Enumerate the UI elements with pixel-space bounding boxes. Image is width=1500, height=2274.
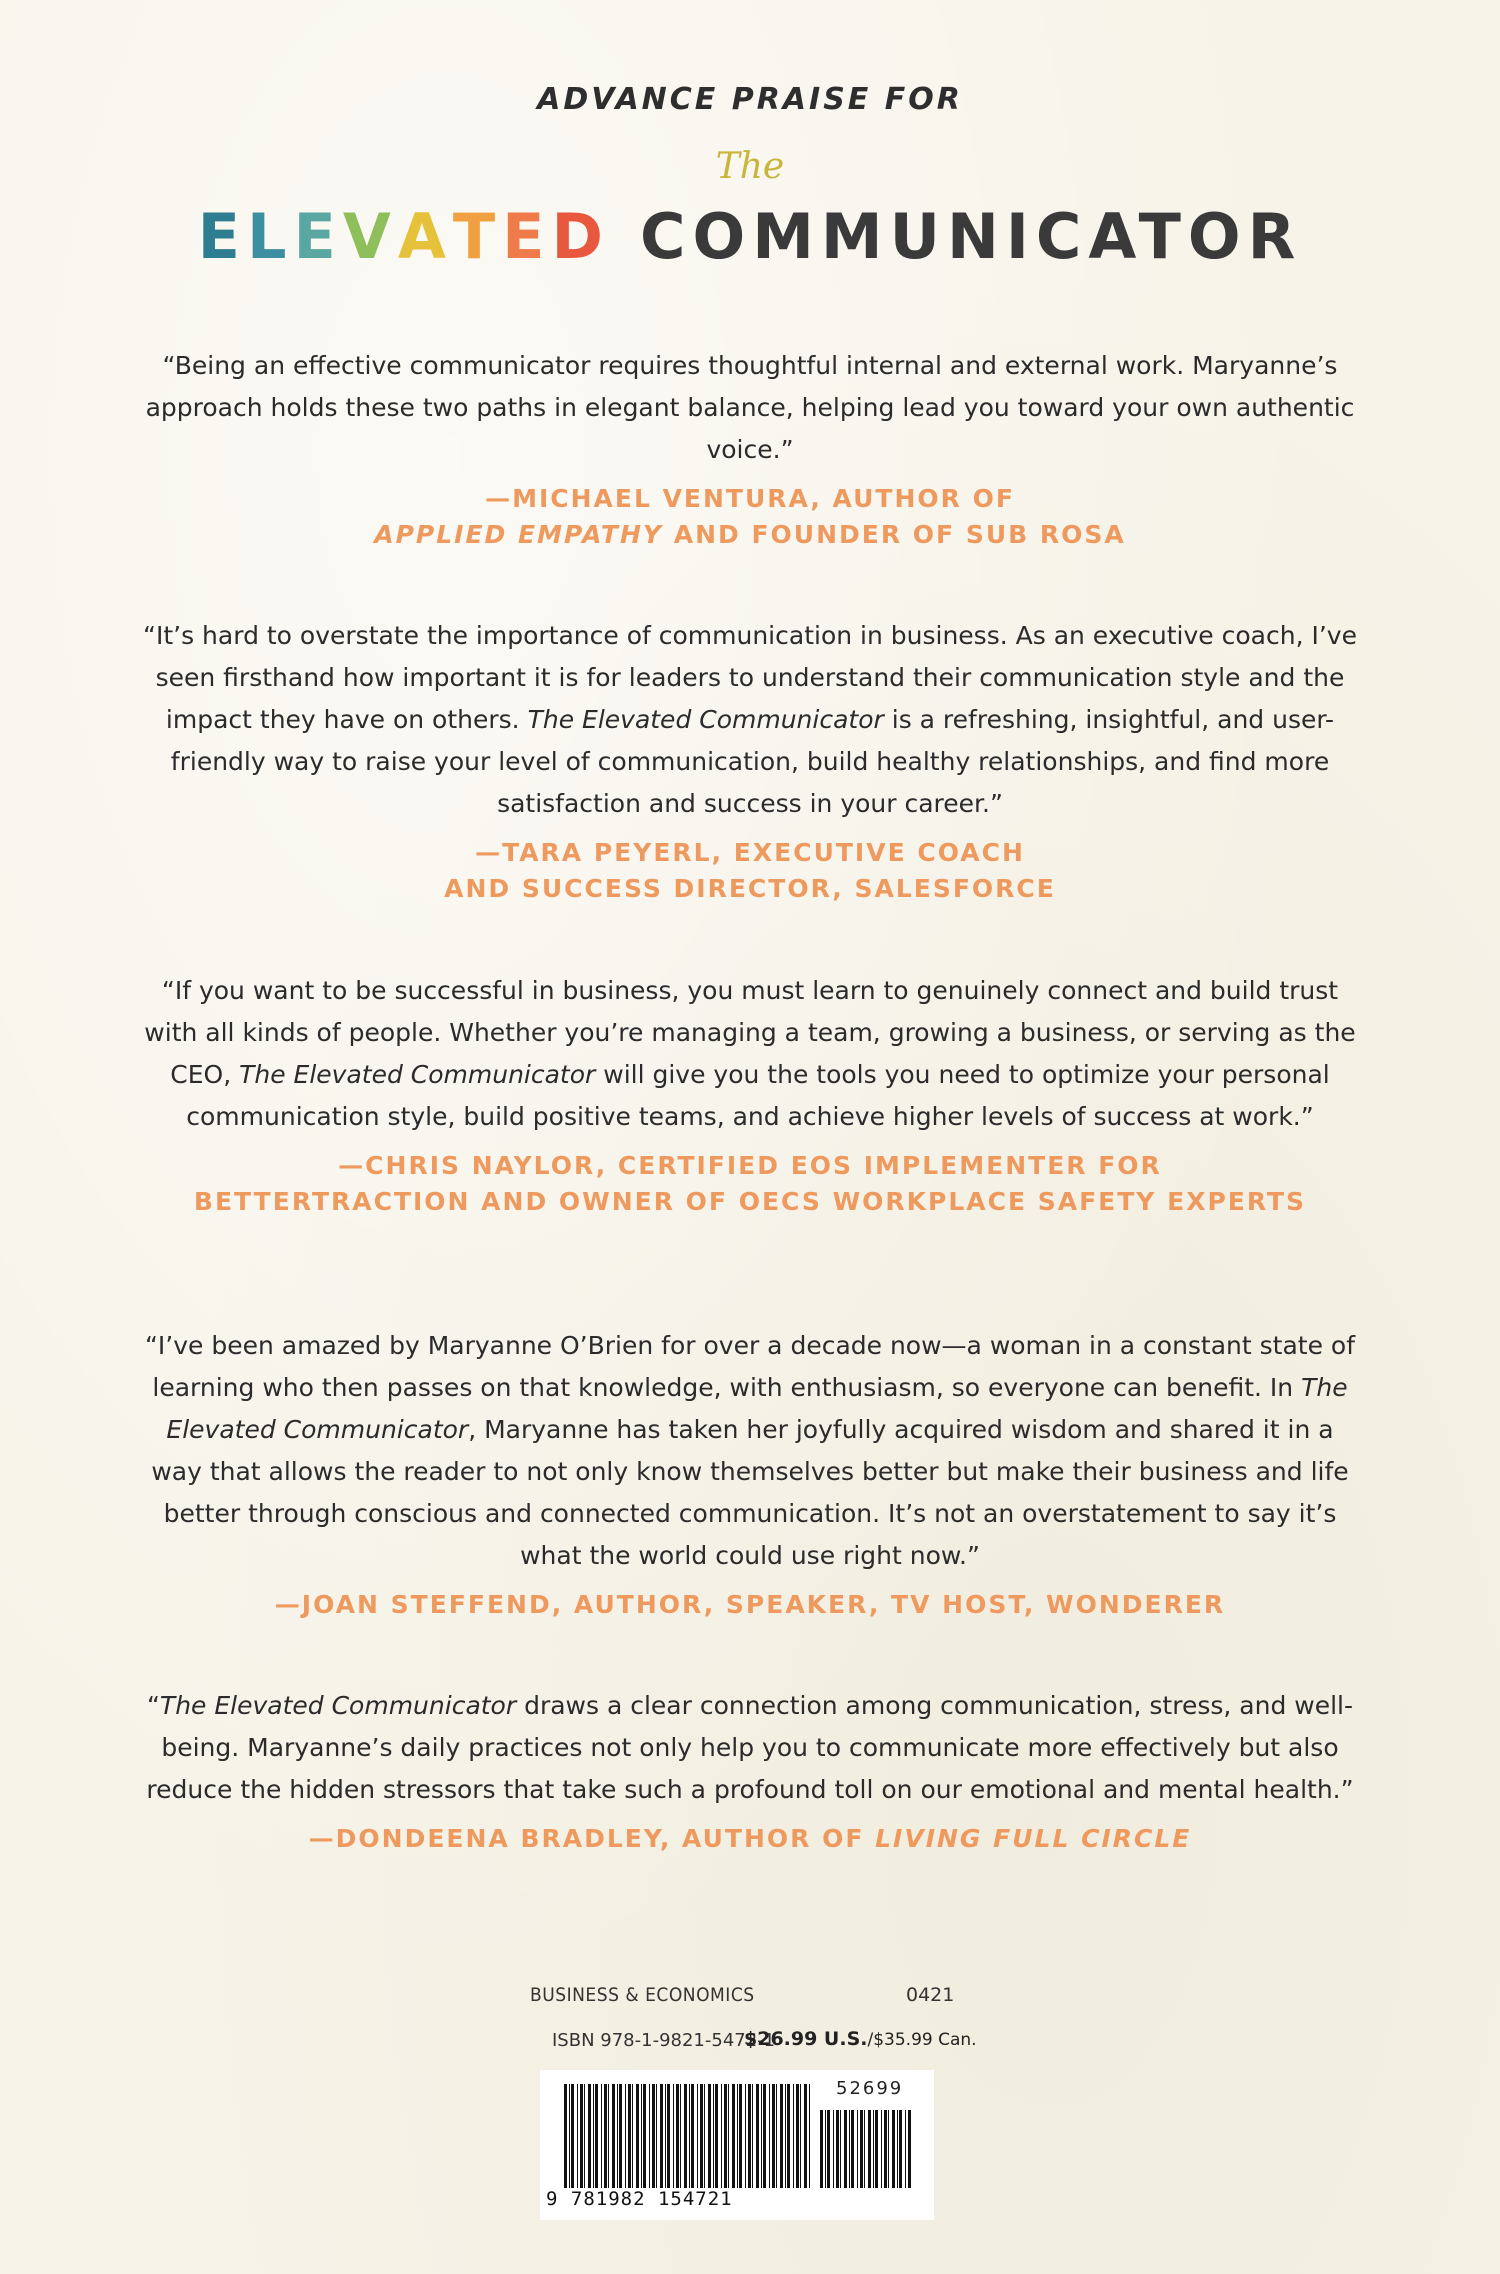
- barcode-bar: [748, 2084, 751, 2188]
- barcode-bar: [732, 2084, 735, 2188]
- barcode-bar: [752, 2084, 753, 2188]
- barcode-bar: [881, 2110, 882, 2188]
- title-letter: L: [247, 200, 294, 273]
- barcode-bar: [595, 2084, 598, 2188]
- barcode-bar: [571, 2084, 574, 2188]
- attribution-book-title: APPLIED EMPATHY: [374, 520, 664, 549]
- attribution-line: AND FOUNDER OF SUB ROSA: [663, 520, 1126, 549]
- blurb-bradley: [140, 1685, 1360, 1857]
- barcode-bar: [577, 2084, 578, 2188]
- ean-barcode-bars: [564, 2084, 814, 2188]
- barcode-bar: [700, 2084, 703, 2188]
- barcode-bar: [761, 2084, 762, 2188]
- barcode-bar: [584, 2084, 585, 2188]
- attribution-line: —DONDEENA BRADLEY, AUTHOR OF: [308, 1824, 876, 1853]
- barcode-bar: [785, 2084, 786, 2188]
- barcode-bar: [737, 2084, 738, 2188]
- barcode-bar: [820, 2110, 823, 2188]
- barcode-bar: [796, 2084, 799, 2188]
- barcode-bar: [825, 2110, 826, 2188]
- barcode-bar: [564, 2084, 567, 2188]
- price-us: $26.99 U.S.: [744, 2028, 868, 2050]
- barcode-bar: [888, 2110, 889, 2188]
- blurb-quote: “If you want to be successful in business, you must learn to genuinely connect and build trust with all kinds of people. Whether you’re managing a team, growing a business, or serving as the CEO, The Elevated Communicator will give you the tools you need to optimize your personal communication style, build positive teams, and achieve higher levels of success at work.”: [144, 976, 1356, 1131]
- barcode-bar: [713, 2084, 714, 2188]
- barcode-bar: [728, 2084, 729, 2188]
- barcode-bar: [636, 2084, 639, 2188]
- blurb-quote: “It’s hard to overstate the importance of communication in business. As an executive coach, I’ve seen firsthand how important it is for leaders to understand their communication style and the impact they have on others. The Elevated Communicator is a refreshing, insightful, and user-friendly way to raise your level of communication, build healthy relationships, and find more satisfaction and success in your career.”: [143, 621, 1357, 818]
- attribution-line: —JOAN STEFFEND, AUTHOR, SPEAKER, TV HOST, WONDERER: [274, 1590, 1226, 1619]
- barcode-bar: [745, 2084, 746, 2188]
- barcode-bar: [689, 2084, 690, 2188]
- book-title: [0, 200, 1500, 273]
- title-letter: E: [502, 200, 552, 273]
- barcode-bar: [625, 2084, 626, 2188]
- barcode-bar: [908, 2110, 911, 2188]
- barcode-bar: [649, 2084, 650, 2188]
- attribution-line: —MICHAEL VENTURA, AUTHOR OF: [485, 484, 1015, 513]
- title-letter: E: [197, 200, 248, 273]
- barcode-bar: [704, 2084, 705, 2188]
- title-word-elevated: [198, 200, 610, 273]
- blurb-ventura: [140, 345, 1360, 553]
- barcode-bar: [833, 2110, 834, 2188]
- barcode-bar: [868, 2110, 871, 2188]
- barcode-bar: [604, 2084, 607, 2188]
- barcode-bar: [656, 2084, 657, 2188]
- barcode-bar: [691, 2084, 694, 2188]
- barcode-bar: [667, 2084, 670, 2188]
- barcode-bar: [864, 2110, 865, 2188]
- barcode-bar: [849, 2110, 850, 2188]
- attribution-line: AND SUCCESS DIRECTOR, SALESFORCE: [444, 874, 1056, 903]
- barcode-bar: [884, 2110, 887, 2188]
- barcode-bar: [905, 2110, 906, 2188]
- barcode-bar: [619, 2084, 622, 2188]
- barcode-bar: [588, 2084, 591, 2188]
- barcode-bar: [708, 2084, 711, 2188]
- barcode-bar: [776, 2084, 777, 2188]
- isbn-label: ISBN 978-1-9821-5472-1: [552, 2030, 776, 2051]
- title-letter: D: [551, 200, 610, 273]
- barcode-bar: [763, 2084, 766, 2188]
- barcode-bar: [787, 2084, 790, 2188]
- blurb-attribution: [140, 1821, 1360, 1857]
- blurb-quote: “Being an effective communicator requires thoughtful internal and external work. Maryanne’s approach holds these two paths in elegant balance, helping lead you toward your own authentic voice.”: [145, 351, 1355, 464]
- barcode-bar: [793, 2084, 794, 2188]
- barcode-bar: [665, 2084, 666, 2188]
- blurb-steffend: [140, 1325, 1360, 1623]
- barcode-bar: [721, 2084, 722, 2188]
- barcode-bar: [612, 2084, 615, 2188]
- title-letter: V: [342, 200, 398, 273]
- barcode-bar: [892, 2110, 895, 2188]
- price-label: [744, 2028, 977, 2050]
- barcode-bar: [840, 2110, 841, 2188]
- attribution-line: —CHRIS NAYLOR, CERTIFIED EOS IMPLEMENTER FOR: [338, 1151, 1162, 1180]
- barcode-bar: [769, 2084, 770, 2188]
- blurb-quote: “I’ve been amazed by Maryanne O’Brien for over a decade now—a woman in a constant state of learning who then passes on that knowledge, with enthusiasm, so everyone can benefit. In The Elevated Communicator, Maryanne has taken her joyfully acquired wisdom and shared it in a way that allows the reader to not only know themselves better but make their business and life better through conscious and connected communication. It’s not an overstatement to say it’s what the world could use right now.”: [144, 1331, 1356, 1570]
- barcode-bar: [617, 2084, 618, 2188]
- barcode-bar: [739, 2084, 742, 2188]
- barcode-bar: [875, 2110, 878, 2188]
- addon-number: 52699: [836, 2078, 904, 2099]
- barcode-bar: [580, 2084, 583, 2188]
- title-letter: T: [452, 200, 503, 273]
- barcode-bar: [851, 2110, 854, 2188]
- title-word-communicator: COMMUNICATOR: [640, 200, 1303, 273]
- blurb-attribution: [140, 1587, 1360, 1623]
- barcode-bar: [724, 2084, 727, 2188]
- barcode-bar: [652, 2084, 655, 2188]
- barcode-bar: [899, 2110, 902, 2188]
- barcode-bar: [827, 2110, 830, 2188]
- blurb-quote: “The Elevated Communicator draws a clear connection among communication, stress, and well-being. Maryanne’s daily practices not only help you to communicate more effectively but also reduce the hidden stressors that take such a profound toll on our emotional and mental health.”: [146, 1691, 1354, 1804]
- title-letter: E: [293, 200, 343, 273]
- ean-number: 9 781982 154721: [546, 2188, 733, 2210]
- barcode-bar: [809, 2084, 810, 2188]
- blurb-attribution: [140, 481, 1360, 553]
- barcode-bar: [643, 2084, 646, 2188]
- barcode: [540, 2070, 934, 2220]
- barcode-bar: [804, 2084, 807, 2188]
- barcode-bar: [660, 2084, 663, 2188]
- price-can: /$35.99 Can.: [867, 2030, 977, 2050]
- title-letter: A: [397, 200, 453, 273]
- barcode-bar: [593, 2084, 594, 2188]
- barcode-bar: [756, 2084, 759, 2188]
- blurb-attribution: [140, 1148, 1360, 1220]
- barcode-bar: [857, 2110, 858, 2188]
- barcode-bar: [836, 2110, 839, 2188]
- barcode-bar: [680, 2084, 681, 2188]
- blurb-peyerl: [140, 615, 1360, 907]
- blurb-attribution: [140, 835, 1360, 907]
- barcode-bar: [684, 2084, 687, 2188]
- advance-praise-heading: ADVANCE PRAISE FOR: [537, 82, 963, 117]
- barcode-bar: [897, 2110, 898, 2188]
- barcode-bar: [873, 2110, 874, 2188]
- category-code: 0421: [906, 1984, 955, 2006]
- barcode-bar: [780, 2084, 783, 2188]
- barcode-bar: [632, 2084, 633, 2188]
- barcode-bar: [860, 2110, 863, 2188]
- barcode-bar: [608, 2084, 609, 2188]
- title-the-script: The: [715, 146, 785, 187]
- attribution-line: —TARA PEYERL, EXECUTIVE COACH: [475, 838, 1025, 867]
- barcode-bar: [628, 2084, 631, 2188]
- bisac-category: BUSINESS & ECONOMICS: [530, 1984, 755, 2006]
- attribution-book-title: LIVING FULL CIRCLE: [875, 1824, 1192, 1853]
- barcode-bar: [641, 2084, 642, 2188]
- addon-barcode-bars: [820, 2110, 916, 2188]
- barcode-bar: [800, 2084, 801, 2188]
- barcode-bar: [673, 2084, 674, 2188]
- barcode-bar: [772, 2084, 775, 2188]
- barcode-bar: [697, 2084, 698, 2188]
- barcode-bar: [601, 2084, 602, 2188]
- barcode-bar: [676, 2084, 679, 2188]
- attribution-line: BETTERTRACTION AND OWNER OF OECS WORKPLACE SAFETY EXPERTS: [193, 1187, 1307, 1216]
- barcode-bar: [569, 2084, 570, 2188]
- barcode-bar: [844, 2110, 847, 2188]
- blurb-naylor: [140, 970, 1360, 1220]
- barcode-bar: [715, 2084, 718, 2188]
